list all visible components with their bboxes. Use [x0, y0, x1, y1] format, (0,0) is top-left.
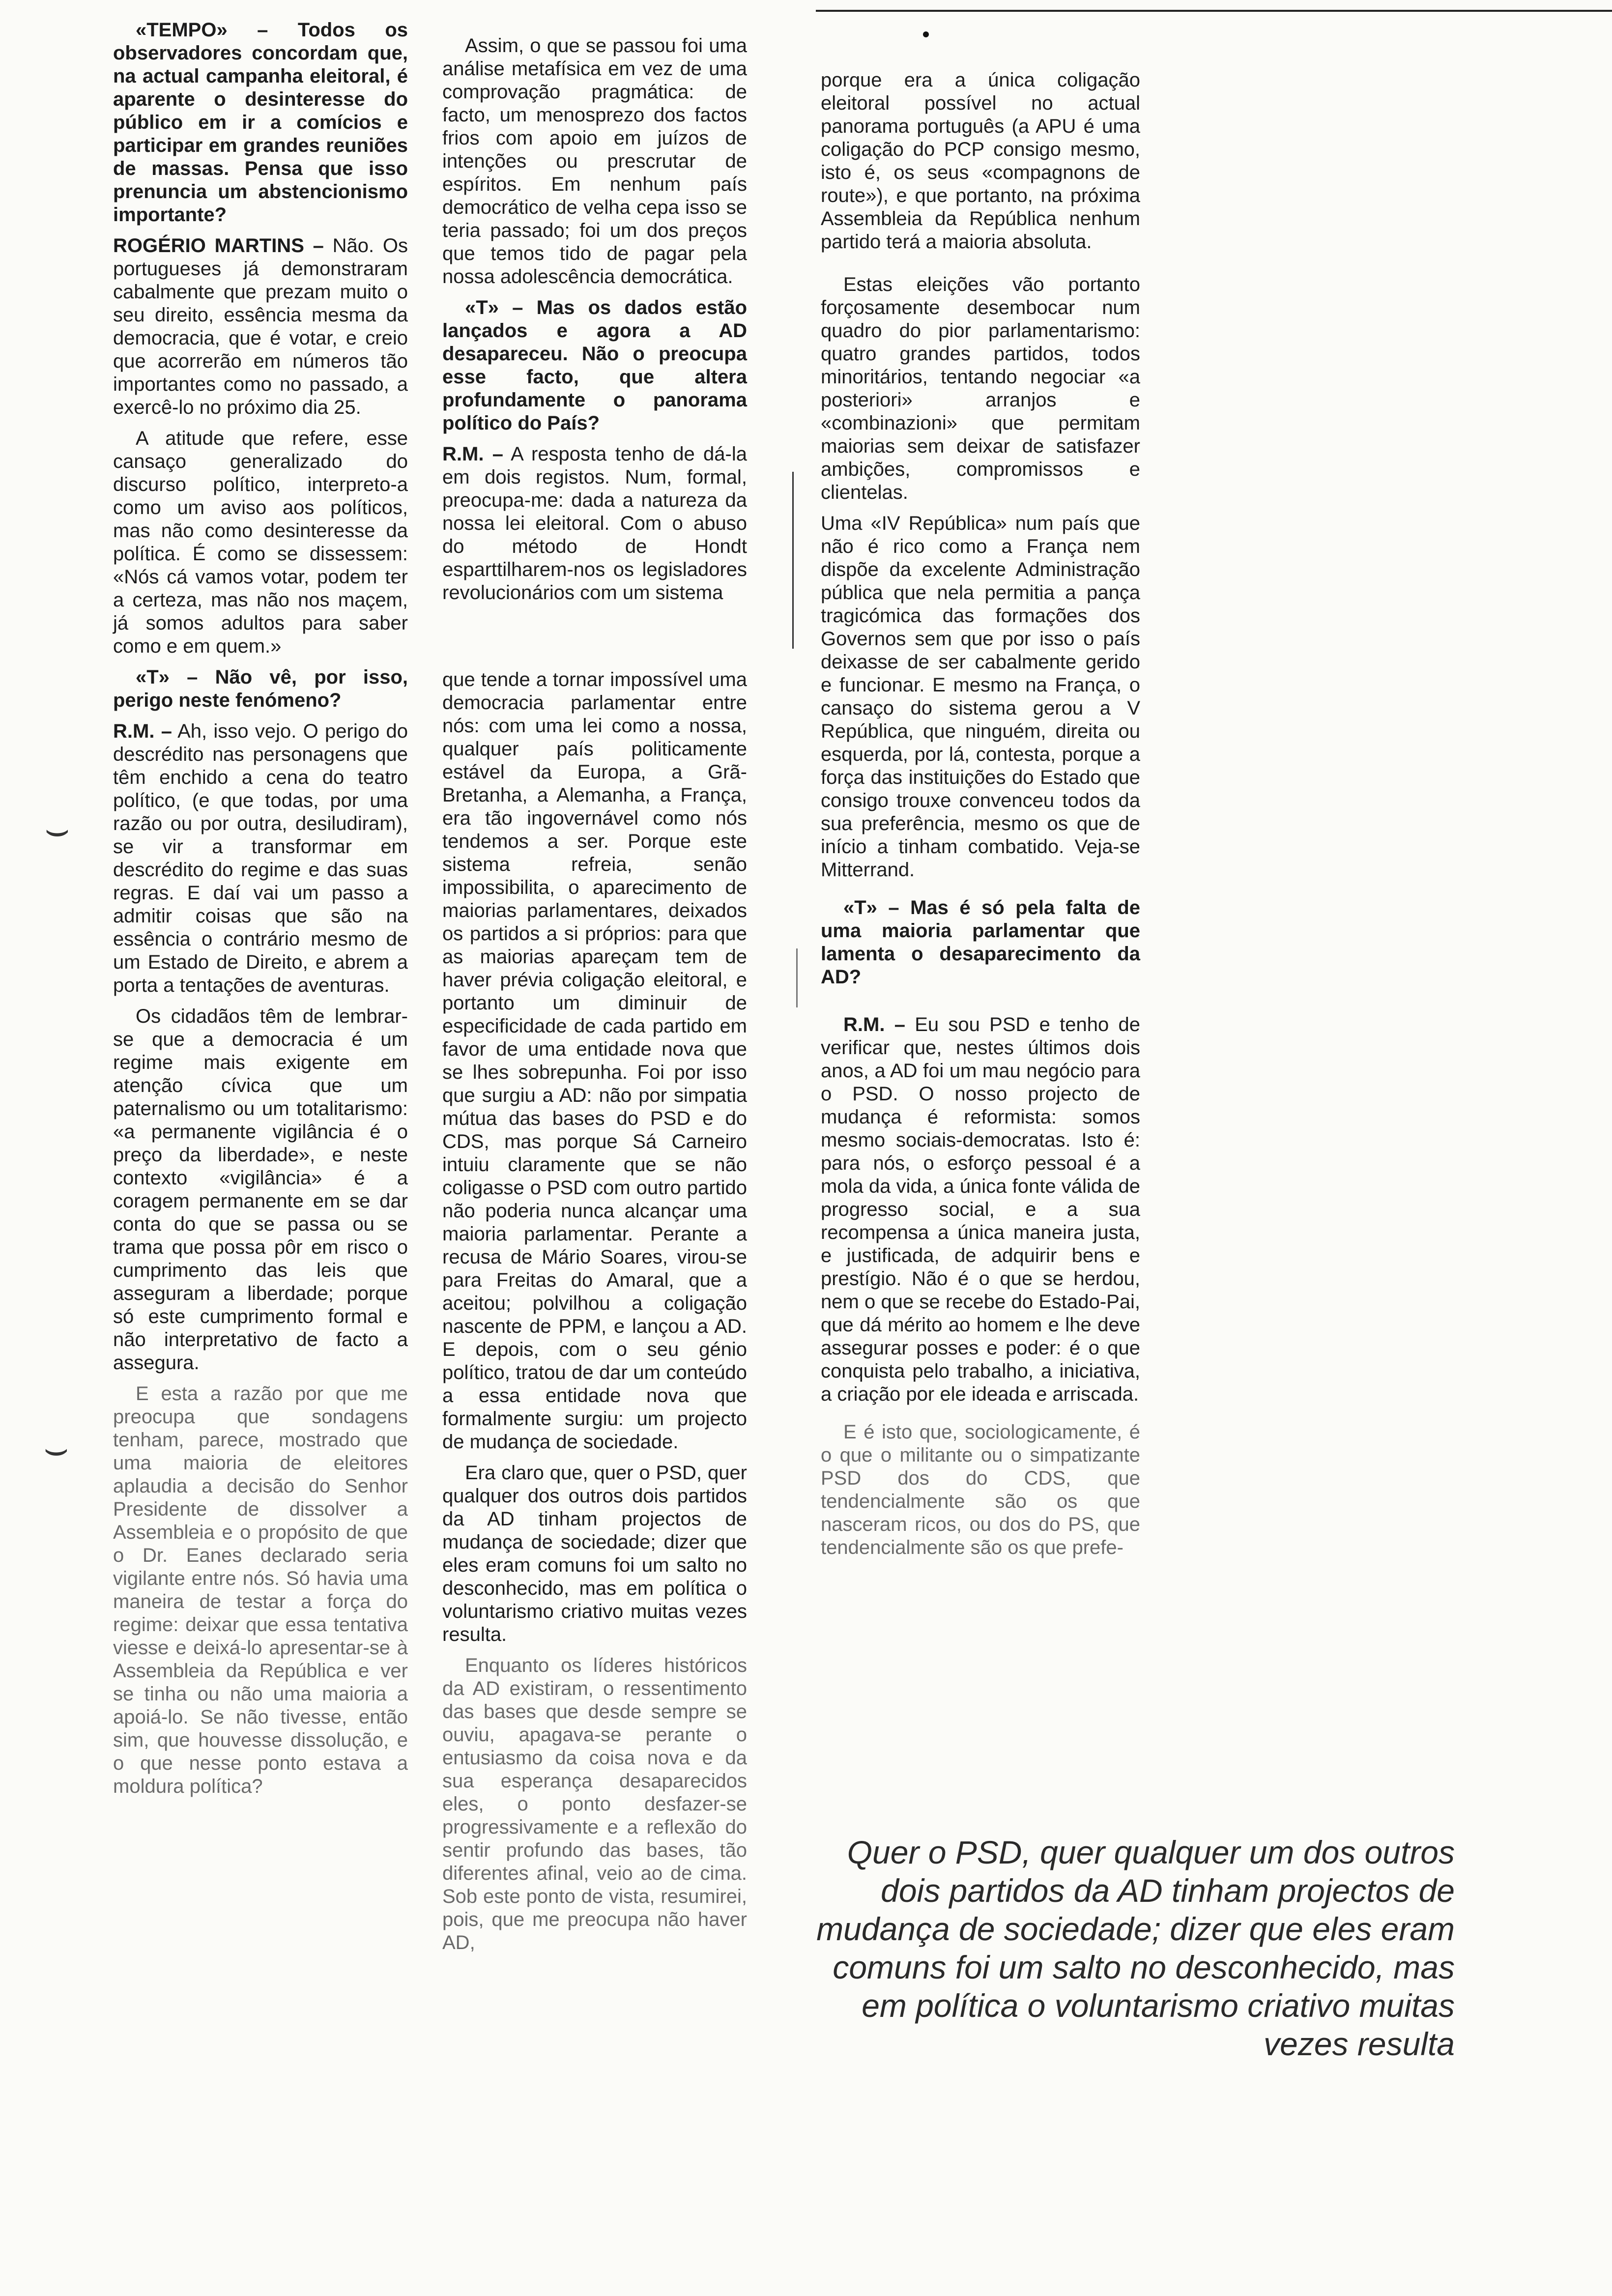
- margin-check-mark: ⌣: [43, 1425, 69, 1471]
- speaker-label: ROGÉRIO MARTINS –: [113, 235, 324, 257]
- paragraph: Assim, o que se passou foi uma análise metafísica em vez de uma comprovação pragmática: de facto, um menosprezo dos factos frios com apoio em juízos de intenções ou prescrutar de espíritos. Em nenhum país democrático de velha cepa isso se teria passado; foi um dos preços que temos tido de pagar pela nossa adolescência democrática.: [442, 35, 747, 287]
- speaker-label: R.M. –: [442, 443, 504, 465]
- question-2: «T» – Não vê, por isso, perigo neste fenómeno?: [113, 666, 408, 711]
- question-1: «TEMPO» – Todos os observadores concordam que, na actual campanha eleitoral, é aparente o desinteresse do público em ir a comícios e participar em grandes reuniões de massas. Pensa que isso prenuncia um abstencionismo importante?: [113, 19, 408, 226]
- column-1: [113, 19, 408, 1806]
- paragraph: Estas eleições vão portanto forçosamente desembocar num quadro do pior parlamentarismo: quatro grandes partidos, todos minoritários, tentando negociar «a posteriori» arranjos e «combinazioni» que permitam maiorias sem deixar de satisfazer ambições, compromissos e clientelas.: [821, 274, 1140, 503]
- margin-vertical-line: [792, 472, 794, 649]
- paragraph-faded: E esta a razão por que me preocupa que sondagens tenham, parece, mostrado que uma maioria de eleitores aplaudia a decisão do Senhor Presidente de dissolver a Assembleia e o propósito de que o Dr. Eanes declarado seria vigilante entre nós. Só havia uma maneira de testar a força do regime: deixar que essa tentativa viesse e deixá-lo apresentar-se à Assembleia da República e ver se tinha ou não uma maioria a apoiá-lo. Se não tivesse, então sim, que houvesse dissolução, e o que nesse ponto estava a moldura política?: [113, 1383, 408, 1797]
- speaker-label: R.M. –: [843, 1014, 905, 1035]
- answer-3-text: A resposta tenho de dá-la em dois registos. Num, formal, preocupa-me: dada a natureza da nossa lei eleitoral. Com o abuso do método de Hondt esparttilharem-nos os legisladores revolucionários com um sistema: [442, 443, 747, 603]
- column-2: [442, 34, 747, 1962]
- paragraph: porque era a única coligação eleitoral possível no actual panorama português (a APU é uma coligação do PCP consigo mesmo, isto é, os seus «compagnons de route»), e que portanto, na próxima Assembleia da República nenhum partido terá a maioria absoluta.: [821, 69, 1140, 253]
- answer-4-text: Eu sou PSD e tenho de verificar que, nestes últimos dois anos, a AD foi um mau negócio para o PSD. O nosso projecto de mudança é reformista: somos mesmo sociais-democratas. Isto é: para nós, o esforço pessoal é a mola da vida, a única fonte válida de progresso social, e a sua recompensa a única maneira justa, e justificada, de adquirir bens e prestígio. Não é o que se herdou, nem o que se recebe do Estado-Pai, que dá mérito ao homem e lhe deve assegurar posses e poder: é o que conquista pelo trabalho, a iniciativa, a criação por ele ideada e arriscada.: [821, 1014, 1140, 1405]
- paragraph-faded: Enquanto os líderes históricos da AD existiram, o ressentimento das bases que desde sempre se ouviu, apagava-se perante o entusiasmo da coisa nova e da sua esperança desaparecidos eles, o ponto desfazer-se progressivamente e a reflexão do sentir profundo das bases, tão diferentes afinal, veio ao de cima. Sob este ponto de vista, resumirei, pois, que me preocupa não haver AD,: [442, 1655, 747, 1953]
- speaker-label: R.M. –: [113, 720, 172, 742]
- answer-2-text: Ah, isso vejo. O perigo do descrédito nas personagens que têm enchido a cena do teatro político, (e que todas, por uma razão ou por outra, desiludiram), se vir a transformar em descrédito do regime e das suas regras. E daí vai um passo a admitir coisas que são na essência o contrário mesmo de um Estado de Direito, e abrem a porta a tentações de aventuras.: [113, 720, 408, 996]
- paragraph: A atitude que refere, esse cansaço generalizado do discurso político, interpreto-a como um aviso aos políticos, mas não como desinteresse da política. É como se dissessem: «Nós cá vamos votar, podem ter a certeza, mas não nos maçem, já somos adultos para saber como e em quem.»: [113, 428, 408, 657]
- question-3: «T» – Mas os dados estão lançados e agora a AD desapareceu. Não o preocupa esse facto, que altera profundamente o panorama político do País?: [442, 297, 747, 434]
- paragraph-faded: E é isto que, sociologicamente, é o que o militante ou o simpatizante PSD dos do CDS, que tendencialmente são os que nasceram ricos, ou dos do PS, que tendencialmente são os que prefe-: [821, 1421, 1140, 1558]
- paragraph: que tende a tornar impossível uma democracia parlamentar entre nós: com uma lei como a nossa, qualquer país politicamente estável da Europa, a Grã-Bretanha, a Alemanha, a França, era tão ingovernável como nós tendemos a ser. Porque este sistema refreia, senão impossibilita, o aparecimento de maiorias parlamentares, deixados os partidos a si próprios: para que as maiorias apareçam tem de haver prévia coligação eleitoral, e portanto um diminuir de especificidade de cada partido em favor de uma entidade nova que se lhes sobrepunha. Foi por isso que surgiu a AD: não por simpatia mútua das bases do PSD e do CDS, mas porque Sá Carneiro intuiu claramente que se não coligasse o PSD com outro partido não poderia nunca alcançar uma maioria parlamentar. Perante a recusa de Mário Soares, virou-se para Freitas do Amaral, que a aceitou; polvilhou a coligação nascente de PPM, e lançou a AD. E depois, com o seu génio político, tratou de dar um conteúdo a essa entidade nova que formalmente surgiu: um projecto de mudança de sociedade.: [442, 669, 747, 1453]
- question-4: «T» – Mas é só pela falta de uma maioria parlamentar que lamenta o desaparecimento da AD?: [821, 897, 1140, 988]
- ink-dot: [923, 31, 929, 37]
- paragraph: Os cidadãos têm de lembrar-se que a democracia é um regime mais exigente em atenção cívica que um paternalismo ou um totalitarismo: «a permanente vigilância é o preço da liberdade», e neste contexto «vigilância» é a coragem permanente em se dar conta do que se passa ou se trama que possa pôr em risco o cumprimento das leis que asseguram a liberdade; porque só este cumprimento formal e não interpretativo de facto a assegura.: [113, 1005, 408, 1374]
- answer-1: [113, 234, 408, 419]
- answer-2: [113, 720, 408, 997]
- top-rule: [816, 10, 1612, 12]
- margin-check-mark: ⌣: [44, 806, 70, 852]
- margin-vertical-line: [796, 948, 798, 1007]
- answer-1-text: Não. Os portugueses já demonstraram cabalmente que prezam muito o seu direito, essência mesma da democracia, que é votar, e creio que acorrerão em números tão importantes como no passado, a exercê-lo no próximo dia 25.: [113, 235, 408, 418]
- column-3: [821, 69, 1140, 1567]
- answer-3: [442, 443, 747, 604]
- paragraph: Era claro que, quer o PSD, quer qualquer dos outros dois partidos da AD tinham projectos de mudança de sociedade; dizer que eles eram comuns foi um salto no desconhecido, mas em política o voluntarismo criativo muitas vezes resulta.: [442, 1462, 747, 1645]
- paragraph: Uma «IV República» num país que não é rico como a França nem dispõe da excelente Administração pública que nela permitia a pança tragicómica das formações dos Governos sem que por isso o país deixasse de ser cabalmente gerido e funcionar. E mesmo na França, o cansaço do sistema gerou a V República, que ninguém, direita ou esquerda, por lá, contesta, porque a força das instituições do Estado que consigo trouxe convenceu todos da sua preferência, mesmo os que de início a tinham combatido. Veja-se Mitterrand.: [821, 513, 1140, 881]
- pull-quote: Quer o PSD, quer qualquer um dos outros dois partidos da AD tinham projectos de mudança de sociedade; dizer que eles eram comuns foi um salto no desconhecido, mas em política o voluntarismo criativo muitas vezes resulta: [816, 1834, 1455, 2062]
- answer-4: [821, 1013, 1140, 1406]
